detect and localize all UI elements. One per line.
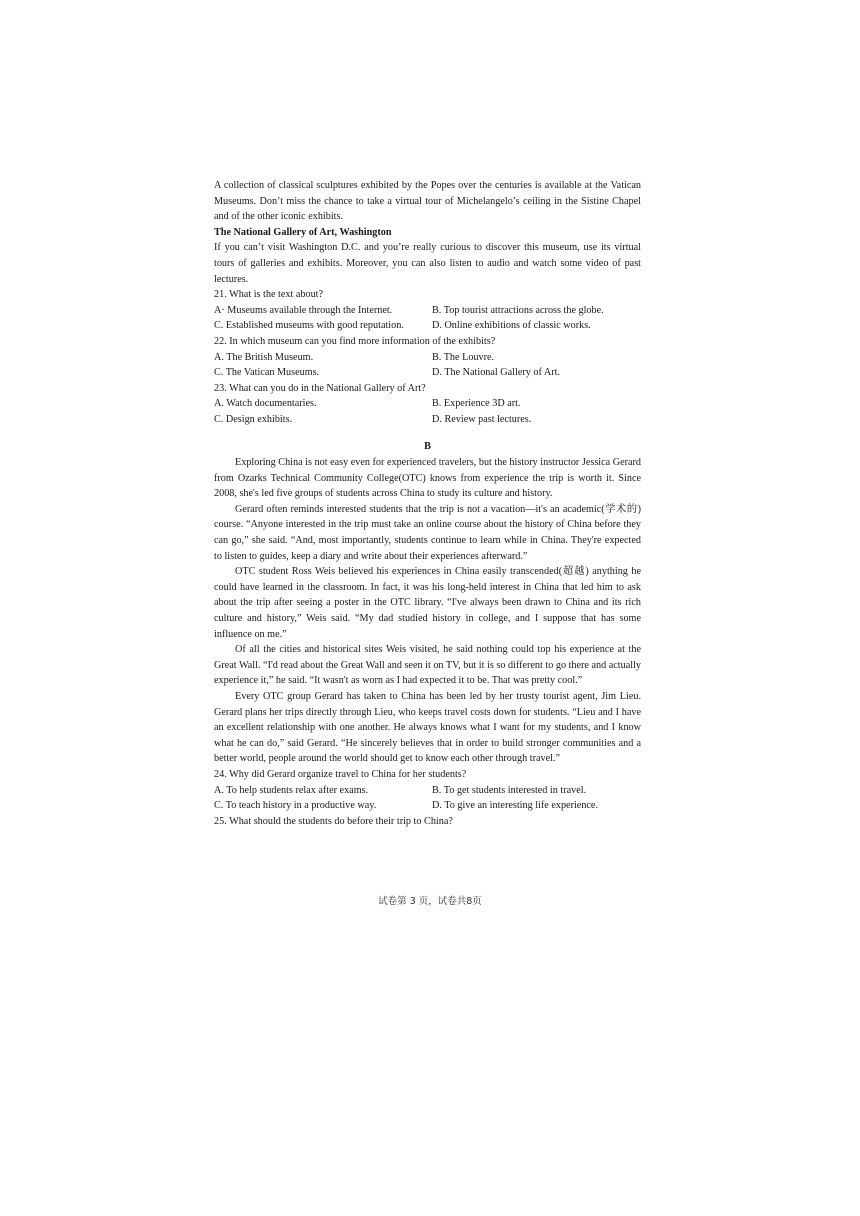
question-24 xyxy=(214,767,641,814)
option-d: D. To give an interesting life experience. xyxy=(432,800,598,812)
passage-paragraph-5: Every OTC group Gerard has taken to China has been led by her trusty tourist agent, Jim Lieu. Gerard plans her trips directly through Lieu, who keeps travel costs down for students. “Lieu and I have an excellent relationship with one another. He always knows what I want for my students, and I know what he can do,” said Gerard. “He sincerely believes that in order to build stronger communities and a better world, people around the world should get to know each other through travel.” xyxy=(214,691,641,765)
option-a: A. Watch documentaries. xyxy=(214,398,317,410)
option-row xyxy=(214,798,641,814)
option-b: B. Top tourist attractions across the globe. xyxy=(432,304,604,316)
option-b: B. To get students interested in travel. xyxy=(432,784,587,796)
question-21 xyxy=(214,287,641,334)
gallery-paragraph: If you can’t visit Washington D.C. and you’re really curious to discover this museum, use its virtual tours of galleries and exhibits. Moreover, you can also listen to audio and watch some video of past lectures. xyxy=(214,242,641,285)
option-row xyxy=(214,783,641,799)
intro-paragraph: A collection of classical sculptures exhibited by the Popes over the centuries is available at the Vatican Museums. Don’t miss the chance to take a virtual tour of Michelangelo’s ceiling in the Sistine Chapel and of the other iconic exhibits. xyxy=(214,180,641,223)
exam-page-content xyxy=(214,178,641,829)
option-row xyxy=(214,412,641,428)
option-d: D. Review past lectures. xyxy=(432,413,532,425)
question-stem: 22. In which museum can you find more information of the exhibits? xyxy=(214,335,496,347)
option-c: C. To teach history in a productive way. xyxy=(214,800,377,812)
passage-paragraph-2: Gerard often reminds interested students that the trip is not a vacation—it's an academic(学术的) course. “Anyone interested in the trip must take an online course about the history of China before they can go,” she said. “And, most importantly, students continue to learn while in China. They're expected to listen to guides, keep a diary and write about their experiences afterward.” xyxy=(214,503,641,562)
option-a: A. The British Museum. xyxy=(214,351,314,363)
question-stem: 21. What is the text about? xyxy=(214,289,324,301)
option-row xyxy=(214,396,641,412)
question-25-stem: 25. What should the students do before their trip to China? xyxy=(214,815,453,827)
section-b-label: B xyxy=(424,440,431,452)
option-b: B. The Louvre. xyxy=(432,351,495,363)
question-stem: 23. What can you do in the National Gallery of Art? xyxy=(214,382,426,394)
gallery-heading: The National Gallery of Art, Washington xyxy=(214,226,392,238)
option-a: A. To help students relax after exams. xyxy=(214,784,369,796)
option-c: C. Established museums with good reputation. xyxy=(214,320,404,332)
option-row xyxy=(214,365,641,381)
option-b: B. Experience 3D art. xyxy=(432,398,521,410)
option-d: D. The National Gallery of Art. xyxy=(432,367,560,379)
passage-paragraph-3: OTC student Ross Weis believed his experiences in China easily transcended(超越) anything he could have learned in the classroom. In fact, it was his long-held interest in China that led him to ask about the trip after seeing a poster in the OTC library. “I've always been drawn to China and its rich culture and history,” Weis said. “My dad studied history in college, and I suppose that has some influence on me.” xyxy=(214,566,641,640)
option-c: C. Design exhibits. xyxy=(214,413,293,425)
option-a: A· Museums available through the Internet. xyxy=(214,304,393,316)
option-row xyxy=(214,303,641,319)
question-stem: 24. Why did Gerard organize travel to China for her students? xyxy=(214,768,467,780)
option-row xyxy=(214,350,641,366)
option-c: C. The Vatican Museums. xyxy=(214,367,320,379)
passage-paragraph-4: Of all the cities and historical sites Weis visited, he said nothing could top his experience at the Great Wall. “I'd read about the Great Wall and seen it on TV, but it is so different to go there and actually experience it,” he said. “It wasn't as worn as I had expected it to be. That was pretty cool.” xyxy=(214,644,641,687)
question-22 xyxy=(214,334,641,381)
question-23 xyxy=(214,381,641,428)
option-d: D. Online exhibitions of classic works. xyxy=(432,320,591,332)
passage-paragraph-1: Exploring China is not easy even for experienced travelers, but the history instructor Jessica Gerard from Ozarks Technical Community College(OTC) knows from experience the trip is worth it. Since 2008, she's led five groups of students across China to study its culture and history. xyxy=(214,457,641,500)
page-footer: 试卷第 3 页，试卷共8页 xyxy=(378,896,482,907)
option-row xyxy=(214,318,641,334)
